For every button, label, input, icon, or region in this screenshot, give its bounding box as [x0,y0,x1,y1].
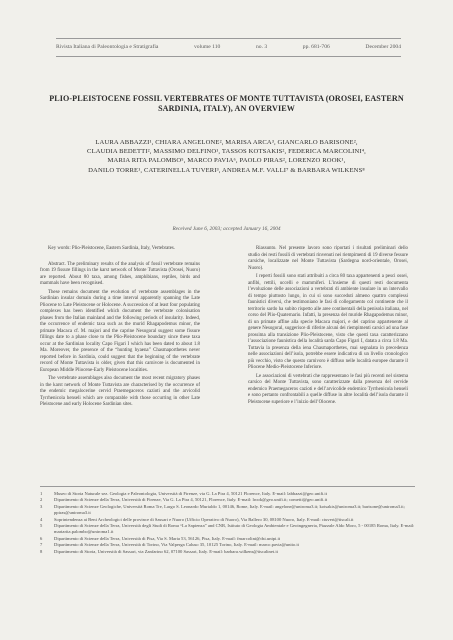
journal-pages: pp. 681-706 [302,44,330,50]
footnote-text: Museo di Storia Naturale sez. Geologia e Paleontologia, Università di Firenze, via G. La Pira 4, 50121 Florence, Italy. E-mail: labbazzi@geo.unifi.it [54,491,327,496]
footnote [40,523,415,536]
author-line: MARIA RITA PALOMBO⁵, MARCO PAVIA⁶, PAOLO PIRAS², LORENZO ROOK¹, [107,157,346,165]
riassunto-paragraph: Riassunto. Nel presente lavoro sono riportati i risultati preliminari dello studio dei resti fossili di vertebrati rinvenuti nei riempimenti di 19 diverse fessure carsiche, localizzate nel Monte Tuttavista (Sardegna nord-orientale, Orosei, Nuoro). [248,246,408,271]
author-line: CLAUDIA BEDETTI², MASSIMO DELFINO¹, TASSOS KOTSAKIS², FEDERICA MARCOLINI⁴, [87,148,366,156]
footnote-text: Dipartimento di Scienze della Terra, Università di Pisa, Via S. Maria 53, 56126, Pisa, Italy. E-mail: fmarcolini@dst.unipi.it [54,535,281,541]
author-line: DANILO TORRE¹, CATERINELLA TUVERI³, ANDREA M.F. VALLI⁷ & BARBARA WILKENS⁸ [88,166,365,174]
footnote-number: 3 [40,503,43,509]
footnote [40,549,415,555]
footnote-text: Dipartimento di Scienze della Terra, Università di Firenze, Via G. La Pira 4, 50121, Florence, Italy. E-mail: lrook@geo.unifi.it; cometti@geo.unifi.it [54,497,328,503]
footnote-number: 4 [40,516,43,522]
footnote-number: 5 [40,523,43,529]
footnote-text: Dipartimento di Storia, Università di Sassari, via Zanfarino 62, 07100 Sassari, Italy. E-mail: barbara.wilkens@tiscalinet.it [54,548,278,554]
footnote-text: Dipartimento di Scienze della Terra, Università degli Studi di Roma “La Sapienza” and CNR, Istituto di Geologia Ambientale e Geoingegneria, Piazzale Aldo Moro, 5 - 00185 Roma, Italy. E-mail: mariarita.palombo@uniroma1.it [54,523,415,535]
footnote-number: 7 [40,542,43,548]
footnotes [40,491,415,555]
paper-title: PLIO-PLEISTOCENE FOSSIL VERTEBRATES OF MONTE TUTTAVISTA (OROSEI, EASTERN SARDINIA, ITALY), AN OVERVIEW [49,94,404,114]
english-abstract-column [40,246,200,411]
footnote-text: Dipartimento di Scienze della Terra, Università di Torino, Via Valperga Caluso 35, 10125 Torino, Italy. E-mail: marco.pavia@unito.it [54,542,299,548]
footnote-text: Dipartimento di Scienze Geologiche, Università Roma Tre, Largo S. Leonardo Murialdo 1, 00146, Rome, Italy. E-mail: angelone@uniroma3.it; kotsakis@uniroma3.it; barisone@uniroma3.it; ppiras@uniroma3.it [54,503,405,516]
abstract-paragraph: The vertebrate assemblages also document the most recent migratory phases in the karst network of Monte Tuttavista are characterised by the occurrence of the endemic megalocerine cervid Praemegaceros cazioti and the arvicolid Tyrrhenicola henseli which are comparable with those occurring in other Late Pleistocene and early Holocene Sardinian sites. [40,376,200,407]
footnote-number: 1 [40,491,43,496]
author-line: LAURA ABBAZZI¹, CHIARA ANGELONE², MARISA ARCA³, GIANCARLO BARISONE², [95,139,358,146]
journal-header [56,40,401,54]
footnote-text: Soprintendenza ai Beni Archeologici delle province di Sassari e Nuoro (Ufficio Operativo di Nuoro), Via Ballero 30, 08100 Nuoro, Italy. E-mail: ctuveri@tiscali.it [54,516,354,522]
footnote-rule [40,486,415,487]
footnote-number: 8 [40,548,43,554]
author-list [40,138,413,175]
abstract-paragraph: These remains document the evolution of vertebrate assemblages in the Sardinian insular domain during a time interval apparently spanning the Late Pliocene to Late Pleistocene or Holocene. A succession of at least four populating complexes has been identified which document the vertebrate colonisation phases from the Italian mainland and the following periods of insularity. Indeed, the occurrence of endemic taxa such as the murid Rhagapodemus minor, the primate Macaca cf. M. majori and the caprine Nesogoral suggest some fissure fillings date to a phase close to the Plio-Pleistocene boundary since these taxa occur at the Sardinian locality Capo Figari I which has been dated to about 1.8 Ma. Moreover, the presence of the “hunting hyaena” Chasmaporthetes never reported before in Sardinia, could suggest that the beginning of the vertebrate record of Monte Tuttavista is older, given that this carnivore is documented in European Middle Pliocene-Early Pleistocene localities. [40,289,200,373]
riassunto-paragraph: I reperti fossili sono stati attribuiti a circa 80 taxa appartenenti a pesci ossei, anfibi, rettili, uccelli e mammiferi. L’insieme di questi resti documenta l’evoluzione delle associazioni a vertebrati di ambiente insulare in un intervallo di tempo piuttosto lungo, in cui si sono succeduti almeno quattro complessi faunistici diversi, che testimoniano le fasi di collegamento col continente che il territorio sardo ha subito rispetto alle aree continentali della penisola italiana, nel corso del Plio-Quaternario. Infatti, la presenza del muride Rhagapodemus minor, di un primate affine alla specie Macaca majori, e del caprino appartenente al genere Nesogoral, suggerisce di riferire alcuni dei riempimenti carsici ad una fase prossima alla transizione Plio-Pleistocene, visto che questi taxa caratterizzano l’associazione faunistica della località sarda Capo Figari I, datata a circa 1.8 Ma. Tuttavia la presenza della iena Chasmaporthetes, mai segnalata in precedenza nelle associazioni dell’isola, potrebbe essere indicativa di un livello cronologico più vecchio, visto che questo carnivoro è diffuso nelle località europee durante il Pliocene Medio-Pleistocene Inferiore. [248,274,408,370]
header-bottom-rule [56,56,401,57]
journal-number: no. 3 [255,44,268,50]
header-top-rule [56,38,401,39]
footnote-number: 6 [40,535,43,541]
footnote-number: 2 [40,497,43,503]
italian-abstract-column [248,246,408,408]
received-date: Received June 6, 2003; accepted January 16, 2004 [172,226,281,232]
riassunto-paragraph: Le associazioni di vertebrati che rappresentano le fasi più recenti nel sistema carsico del Monte Tuttavista, sono caratterizzate dalla presenza del cervide endemico Praemegaceros cazioti e dell’arvicolide endemico Tyrrhenicola henseli e sono pertanto confrontabili a quelle diffuse in altre località dell’isola durante il Pleistocene superiore e l’inizio dell’Olocene. [248,373,408,405]
journal-name: Rivista Italiana di Paleontologia e Stratigrafia [56,44,159,50]
journal-date: December 2004 [365,44,401,50]
abstract-paragraph: Abstract. The preliminary results of the analysis of fossil vertebrate remains from 19 fissure fillings in the karst network of Monte Tuttavista (Orosei, Nuoro) are reported. About 80 taxa, among fishes, amphibians, reptiles, birds and mammals have been recognised. [40,261,200,286]
journal-volume: volume 110 [193,44,221,50]
keywords: Key words: Plio-Pleistocene, Eastern Sardinia, Italy, Vertebrates. [48,246,175,251]
footnote [40,504,415,517]
